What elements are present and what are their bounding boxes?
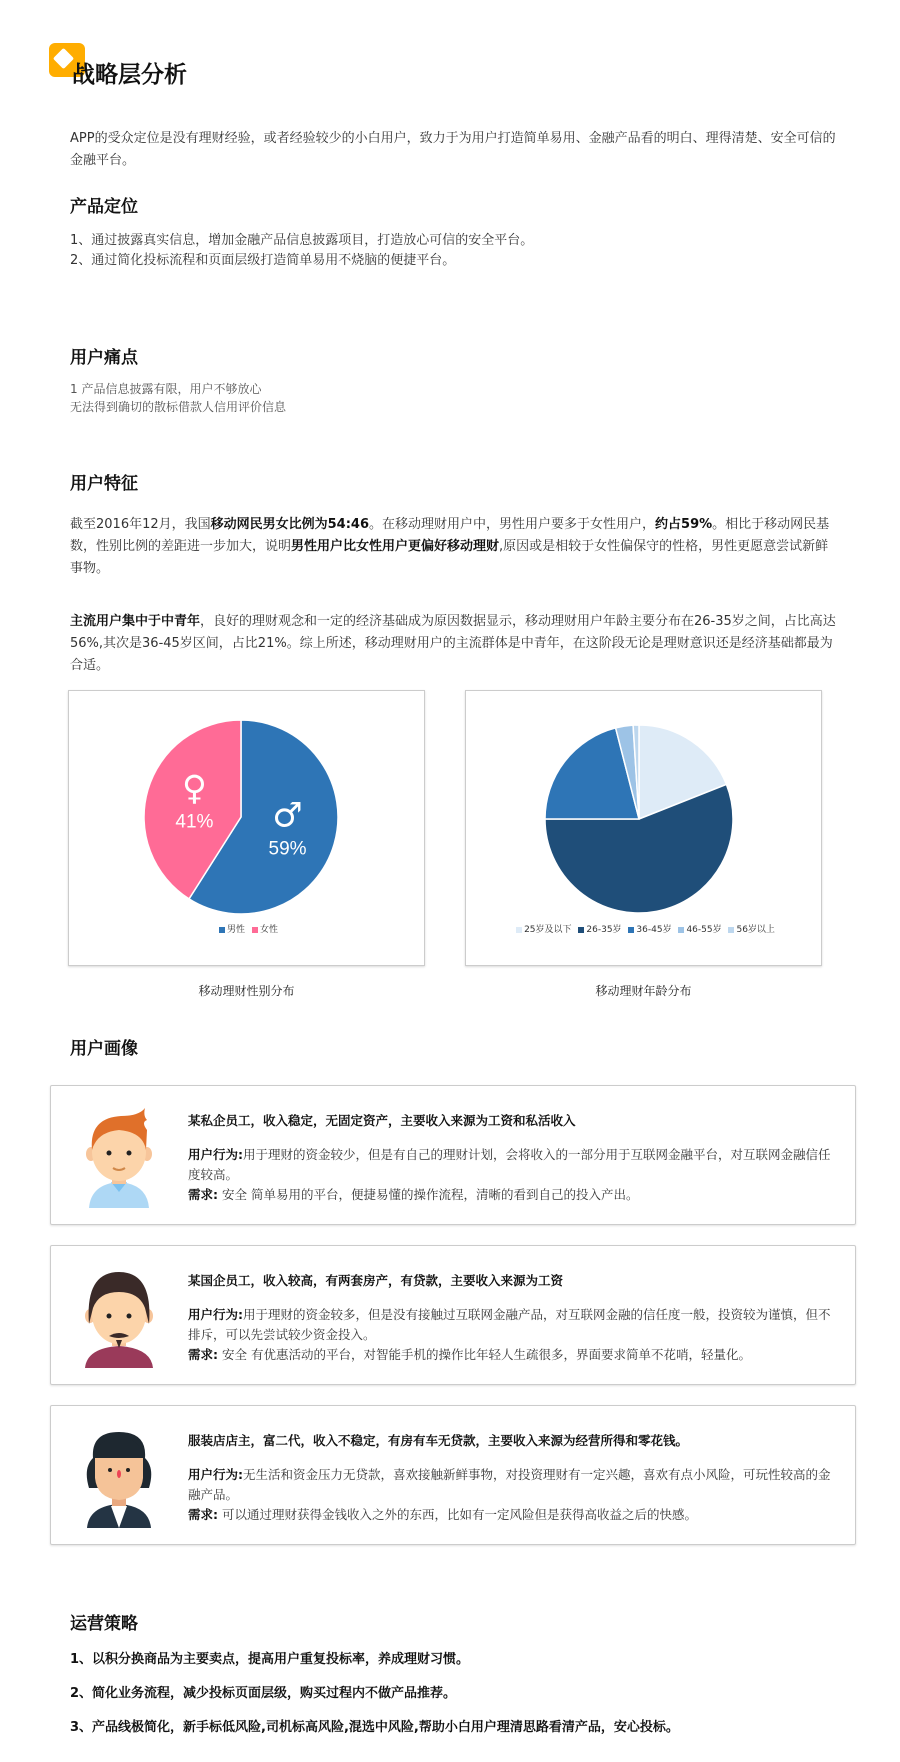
pain-item: 1 产品信息披露有限，用户不够放心 — [70, 382, 262, 396]
persona-need: 需求: 安全 有优惠活动的平台，对智能手机的操作比年轻人生疏很多，界面要求简单不花哨，轻量化。 — [188, 1347, 751, 1362]
pie-data-label: 59% — [268, 838, 307, 860]
avatar-woman — [83, 1428, 155, 1528]
persona-behavior: 用户行为:用于理财的资金较少，但是有自己的理财计划，会将收入的一部分用于互联网金融平台，对互联网金融信任度较高。 — [188, 1147, 831, 1182]
positioning-item: 2、通过简化投标流程和页面层级打造简单易用不烧脑的便捷平台。 — [70, 253, 456, 268]
gender-chart-caption: 移动理财性别分布 — [198, 984, 295, 998]
avatar-orange-hair-man — [83, 1108, 155, 1208]
avatar-bearded-man — [83, 1268, 155, 1368]
operations-item: 2、简化业务流程，减少投标页面层级，购买过程内不做产品推荐。 — [70, 1686, 457, 1701]
persona-title: 某私企员工，收入稳定，无固定资产，主要收入来源为工资和私活收入 — [188, 1113, 576, 1128]
persona-card — [50, 1085, 856, 1225]
age-chart-caption: 移动理财年龄分布 — [595, 984, 692, 998]
gender-symbol-icon: ♂ — [272, 795, 303, 836]
persona-title: 服装店店主，富二代，收入不稳定，有房有车无贷款，主要收入来源为经营所得和零花钱。 — [188, 1433, 689, 1448]
persona-title: 某国企员工，收入较高，有两套房产，有贷款，主要收入来源为工资 — [188, 1273, 564, 1288]
persona-behavior: 用户行为:无生活和资金压力无贷款，喜欢接触新鲜事物，对投资理财有一定兴趣，喜欢有点小风险，可玩性较高的金融产品。 — [188, 1467, 831, 1502]
positioning-heading: 产品定位 — [70, 197, 138, 217]
page-title: 战略层分析 — [72, 62, 187, 88]
operations-heading: 运营策略 — [70, 1614, 138, 1634]
gender-legend: 男性 女性 — [69, 922, 424, 935]
pie-data-label: 41% — [175, 811, 214, 833]
gender-symbol-icon: ♀ — [181, 768, 207, 809]
gender-chart — [68, 690, 425, 966]
features-paragraph-1: 截至2016年12月，我国移动网民男女比例为54:46。在移动理财用户中，男性用户要多于女性用户，约占59%。相比于移动网民基数，性别比例的差距进一步加大，说明男性用户比女性用户更偏好移动理财,原因或是相较于女性偏保守的性格，男性更愿意尝试新鲜事物。 — [70, 517, 830, 576]
intro-text: APP的受众定位是没有理财经验，或者经验较少的小白用户，致力于为用户打造简单易用、金融产品看的明白、理得清楚、安全可信的金融平台。 — [70, 131, 836, 168]
age-legend: 25岁及以下 26-35岁 36-45岁 46-55岁 56岁以上 — [466, 922, 821, 935]
features-heading: 用户特征 — [70, 474, 138, 494]
pain-item: 无法得到确切的散标借款人信用评价信息 — [70, 400, 287, 414]
operations-item: 3、产品线极简化，新手标低风险,司机标高风险,混选中风险,帮助小白用户理清思路看清产品，安心投标。 — [70, 1720, 679, 1735]
persona-behavior: 用户行为:用于理财的资金较多，但是没有接触过互联网金融产品，对互联网金融的信任度一般，投资较为谨慎，但不排斥，可以先尝试较少资金投入。 — [188, 1307, 831, 1342]
persona-card — [50, 1405, 856, 1545]
pain-heading: 用户痛点 — [70, 348, 138, 368]
personas-heading: 用户画像 — [70, 1039, 138, 1059]
positioning-item: 1、通过披露真实信息，增加金融产品信息披露项目，打造放心可信的安全平台。 — [70, 233, 534, 248]
features-paragraph-2: 主流用户集中于中青年，良好的理财观念和一定的经济基础成为原因数据显示，移动理财用户年龄主要分布在26-35岁之间，占比高达56%,其次是36-45岁区间，占比21%。综上所述，移动理财用户的主流群体是中青年，在这阶段无论是理财意识还是经济基础都最为合适。 — [70, 614, 836, 673]
age-chart — [465, 690, 822, 966]
persona-need: 需求: 可以通过理财获得金钱收入之外的东西，比如有一定风险但是获得高收益之后的快感。 — [188, 1507, 697, 1522]
operations-item: 1、以积分换商品为主要卖点，提高用户重复投标率，养成理财习惯。 — [70, 1652, 470, 1667]
persona-card — [50, 1245, 856, 1385]
persona-need: 需求: 安全 简单易用的平台，便捷易懂的操作流程，清晰的看到自己的投入产出。 — [188, 1187, 639, 1202]
